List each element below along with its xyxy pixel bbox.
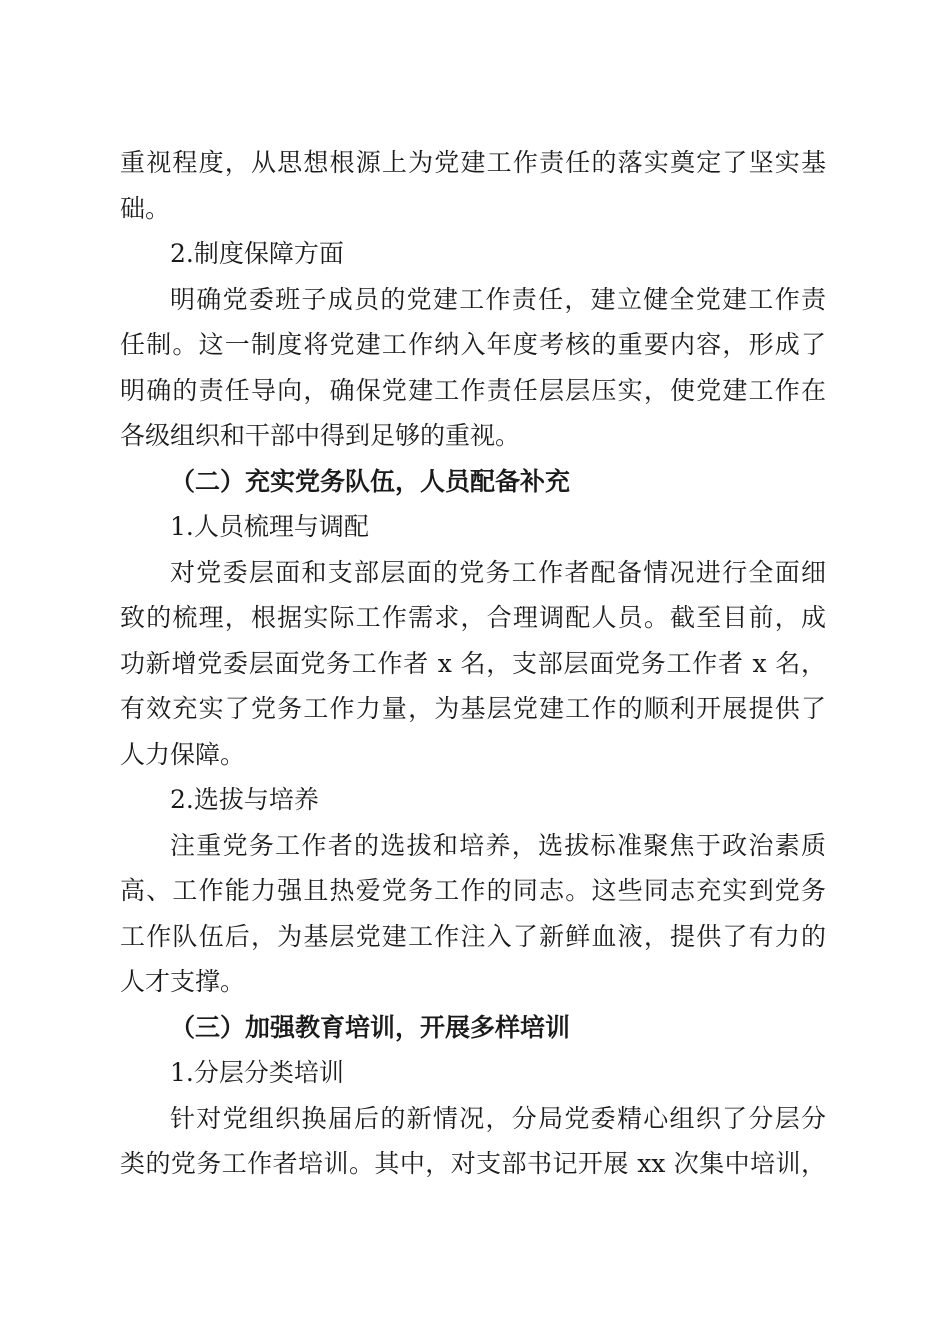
body-line: 对党委层面和支部层面的党务工作者配备情况进行全面细 xyxy=(170,557,826,587)
body-line: 功新增党委层面党务工作者 x 名，支部层面党务工作者 x 名， xyxy=(120,648,826,678)
body-line: 类的党务工作者培训。其中，对支部书记开展 xx 次集中培训， xyxy=(120,1149,826,1178)
section-heading: （三）加强教育培训，开展多样培训 xyxy=(170,1012,571,1042)
body-line: 人力保障。 xyxy=(120,739,246,769)
body-line: 工作队伍后，为基层党建工作注入了新鲜血液，提供了有力的 xyxy=(120,921,826,951)
document-page xyxy=(120,140,826,1187)
subsection-heading: 1.人员梳理与调配 xyxy=(170,512,369,541)
body-line: 重视程度，从思想根源上为党建工作责任的落实奠定了坚实基 xyxy=(120,148,826,177)
body-line: 任制。这一制度将党建工作纳入年度考核的重要内容，形成了 xyxy=(120,330,826,359)
body-line: 人才支撑。 xyxy=(120,967,246,996)
body-line: 针对党组织换届后的新情况，分局党委精心组织了分层分 xyxy=(170,1103,826,1133)
subsection-heading: 2.制度保障方面 xyxy=(170,239,344,268)
body-line: 础。 xyxy=(120,193,171,223)
body-line: 注重党务工作者的选拔和培养，选拔标准聚焦于政治素质 xyxy=(170,830,826,860)
subsection-heading: 1.分层分类培训 xyxy=(170,1058,344,1087)
body-line: 明确党委班子成员的党建工作责任，建立健全党建工作责 xyxy=(170,284,826,314)
body-line: 有效充实了党务工作力量，为基层党建工作的顺利开展提供了 xyxy=(120,694,826,723)
body-line: 明确的责任导向，确保党建工作责任层层压实，使党建工作在 xyxy=(120,375,826,405)
subsection-heading: 2.选拔与培养 xyxy=(170,785,319,814)
body-line: 致的梳理，根据实际工作需求，合理调配人员。截至目前，成 xyxy=(120,603,826,632)
body-line: 高、工作能力强且热爱党务工作的同志。这些同志充实到党务 xyxy=(120,876,826,905)
body-line: 各级组织和干部中得到足够的重视。 xyxy=(120,421,521,450)
section-heading: （二）充实党务队伍，人员配备补充 xyxy=(170,466,571,496)
